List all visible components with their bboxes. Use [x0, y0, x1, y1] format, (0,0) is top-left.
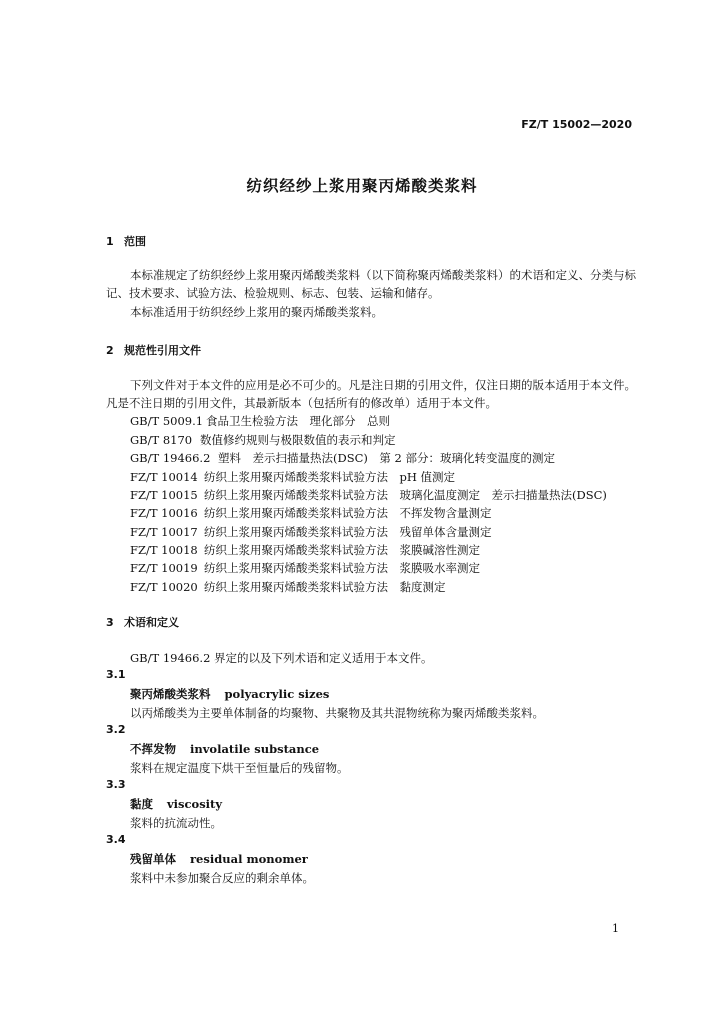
reference-row — [130, 579, 446, 595]
section-title: 范围 — [124, 235, 146, 248]
reference-row — [130, 487, 607, 503]
reference-title: 塑料 差示扫描量热法(DSC) 第 2 部分：玻璃化转变温度的测定 — [218, 451, 555, 465]
section-number: 2 — [106, 344, 114, 357]
document-title: 纺织经纱上浆用聚丙烯酸类浆料 — [246, 177, 478, 195]
term-entry — [130, 796, 222, 812]
term-definition: 浆料的抗流动性。 — [130, 816, 222, 830]
standard-code: FZ/T 15002—2020 — [521, 118, 632, 131]
reference-code: FZ/T 10020 — [130, 580, 198, 594]
reference-code: FZ/T 10017 — [130, 525, 198, 539]
reference-row — [130, 450, 555, 466]
term-chinese: 不挥发物 — [130, 742, 176, 756]
term-english: polyacrylic sizes — [224, 687, 330, 701]
reference-title: 纺织上浆用聚丙烯酸类浆料试验方法 残留单体含量测定 — [204, 525, 492, 539]
term-chinese: 聚丙烯酸类浆料 — [130, 687, 211, 701]
reference-title: 纺织上浆用聚丙烯酸类浆料试验方法 玻璃化温度测定 差示扫描量热法(DSC) — [204, 488, 607, 502]
reference-title: 纺织上浆用聚丙烯酸类浆料试验方法 浆膜吸水率测定 — [204, 561, 480, 575]
term-number: 3.1 — [106, 668, 126, 681]
term-english: viscosity — [167, 797, 223, 811]
section-3-intro: GB/T 19466.2 界定的以及下列术语和定义适用于本文件。 — [130, 651, 433, 665]
term-number: 3.2 — [106, 723, 126, 736]
term-entry — [130, 851, 308, 867]
reference-code: GB/T 5009.1 — [130, 414, 204, 428]
reference-code: FZ/T 10018 — [130, 543, 198, 557]
reference-row — [130, 469, 455, 485]
reference-code: FZ/T 10016 — [130, 506, 198, 520]
term-definition: 浆料中未参加聚合反应的剩余单体。 — [130, 871, 314, 885]
term-english: involatile substance — [190, 742, 320, 756]
section-number: 3 — [106, 616, 114, 629]
section-1-paragraph-2: 本标准适用于纺织经纱上浆用的聚丙烯酸类浆料。 — [130, 305, 383, 319]
term-number: 3.4 — [106, 833, 126, 846]
reference-title: 纺织上浆用聚丙烯酸类浆料试验方法 不挥发物含量测定 — [204, 506, 492, 520]
reference-title: 数值修约规则与极限数值的表示和判定 — [200, 433, 396, 447]
term-chinese: 黏度 — [130, 797, 153, 811]
section-title: 规范性引用文件 — [124, 344, 201, 357]
reference-row — [130, 413, 390, 429]
reference-row — [130, 505, 492, 521]
term-number: 3.3 — [106, 778, 126, 791]
page-number: 1 — [612, 922, 619, 935]
reference-title: 食品卫生检验方法 理化部分 总则 — [206, 414, 390, 428]
term-definition: 浆料在规定温度下烘干至恒量后的残留物。 — [130, 761, 349, 775]
section-3-heading — [106, 614, 179, 630]
term-definition: 以丙烯酸类为主要单体制备的均聚物、共聚物及其共混物统称为聚丙烯酸类浆料。 — [130, 706, 544, 720]
section-number: 1 — [106, 235, 114, 248]
reference-title: 纺织上浆用聚丙烯酸类浆料试验方法 pH 值测定 — [204, 470, 456, 484]
reference-title: 纺织上浆用聚丙烯酸类浆料试验方法 浆膜碱溶性测定 — [204, 543, 480, 557]
reference-code: GB/T 19466.2 — [130, 451, 211, 465]
reference-title: 纺织上浆用聚丙烯酸类浆料试验方法 黏度测定 — [204, 580, 446, 594]
section-2-intro: 下列文件对于本文件的应用是必不可少的。凡是注日期的引用文件，仅注日期的版本适用于本文件。凡是不注日期的引用文件，其最新版本（包括所有的修改单）适用于本文件。 — [106, 378, 636, 410]
term-entry — [130, 686, 329, 702]
reference-row — [130, 524, 492, 540]
reference-code: FZ/T 10014 — [130, 470, 198, 484]
reference-row — [130, 560, 480, 576]
reference-code: FZ/T 10015 — [130, 488, 198, 502]
reference-code: FZ/T 10019 — [130, 561, 198, 575]
term-chinese: 残留单体 — [130, 852, 176, 866]
section-2-heading — [106, 342, 201, 358]
reference-row — [130, 542, 480, 558]
reference-code: GB/T 8170 — [130, 433, 193, 447]
term-entry — [130, 741, 319, 757]
section-1-heading — [106, 233, 146, 249]
reference-row — [130, 432, 396, 448]
term-english: residual monomer — [190, 852, 308, 866]
section-title: 术语和定义 — [124, 616, 179, 629]
section-1-paragraph-1: 本标准规定了纺织经纱上浆用聚丙烯酸类浆料（以下简称聚丙烯酸类浆料）的术语和定义、分类与标记、技术要求、试验方法、检验规则、标志、包装、运输和储存。 — [106, 268, 636, 300]
